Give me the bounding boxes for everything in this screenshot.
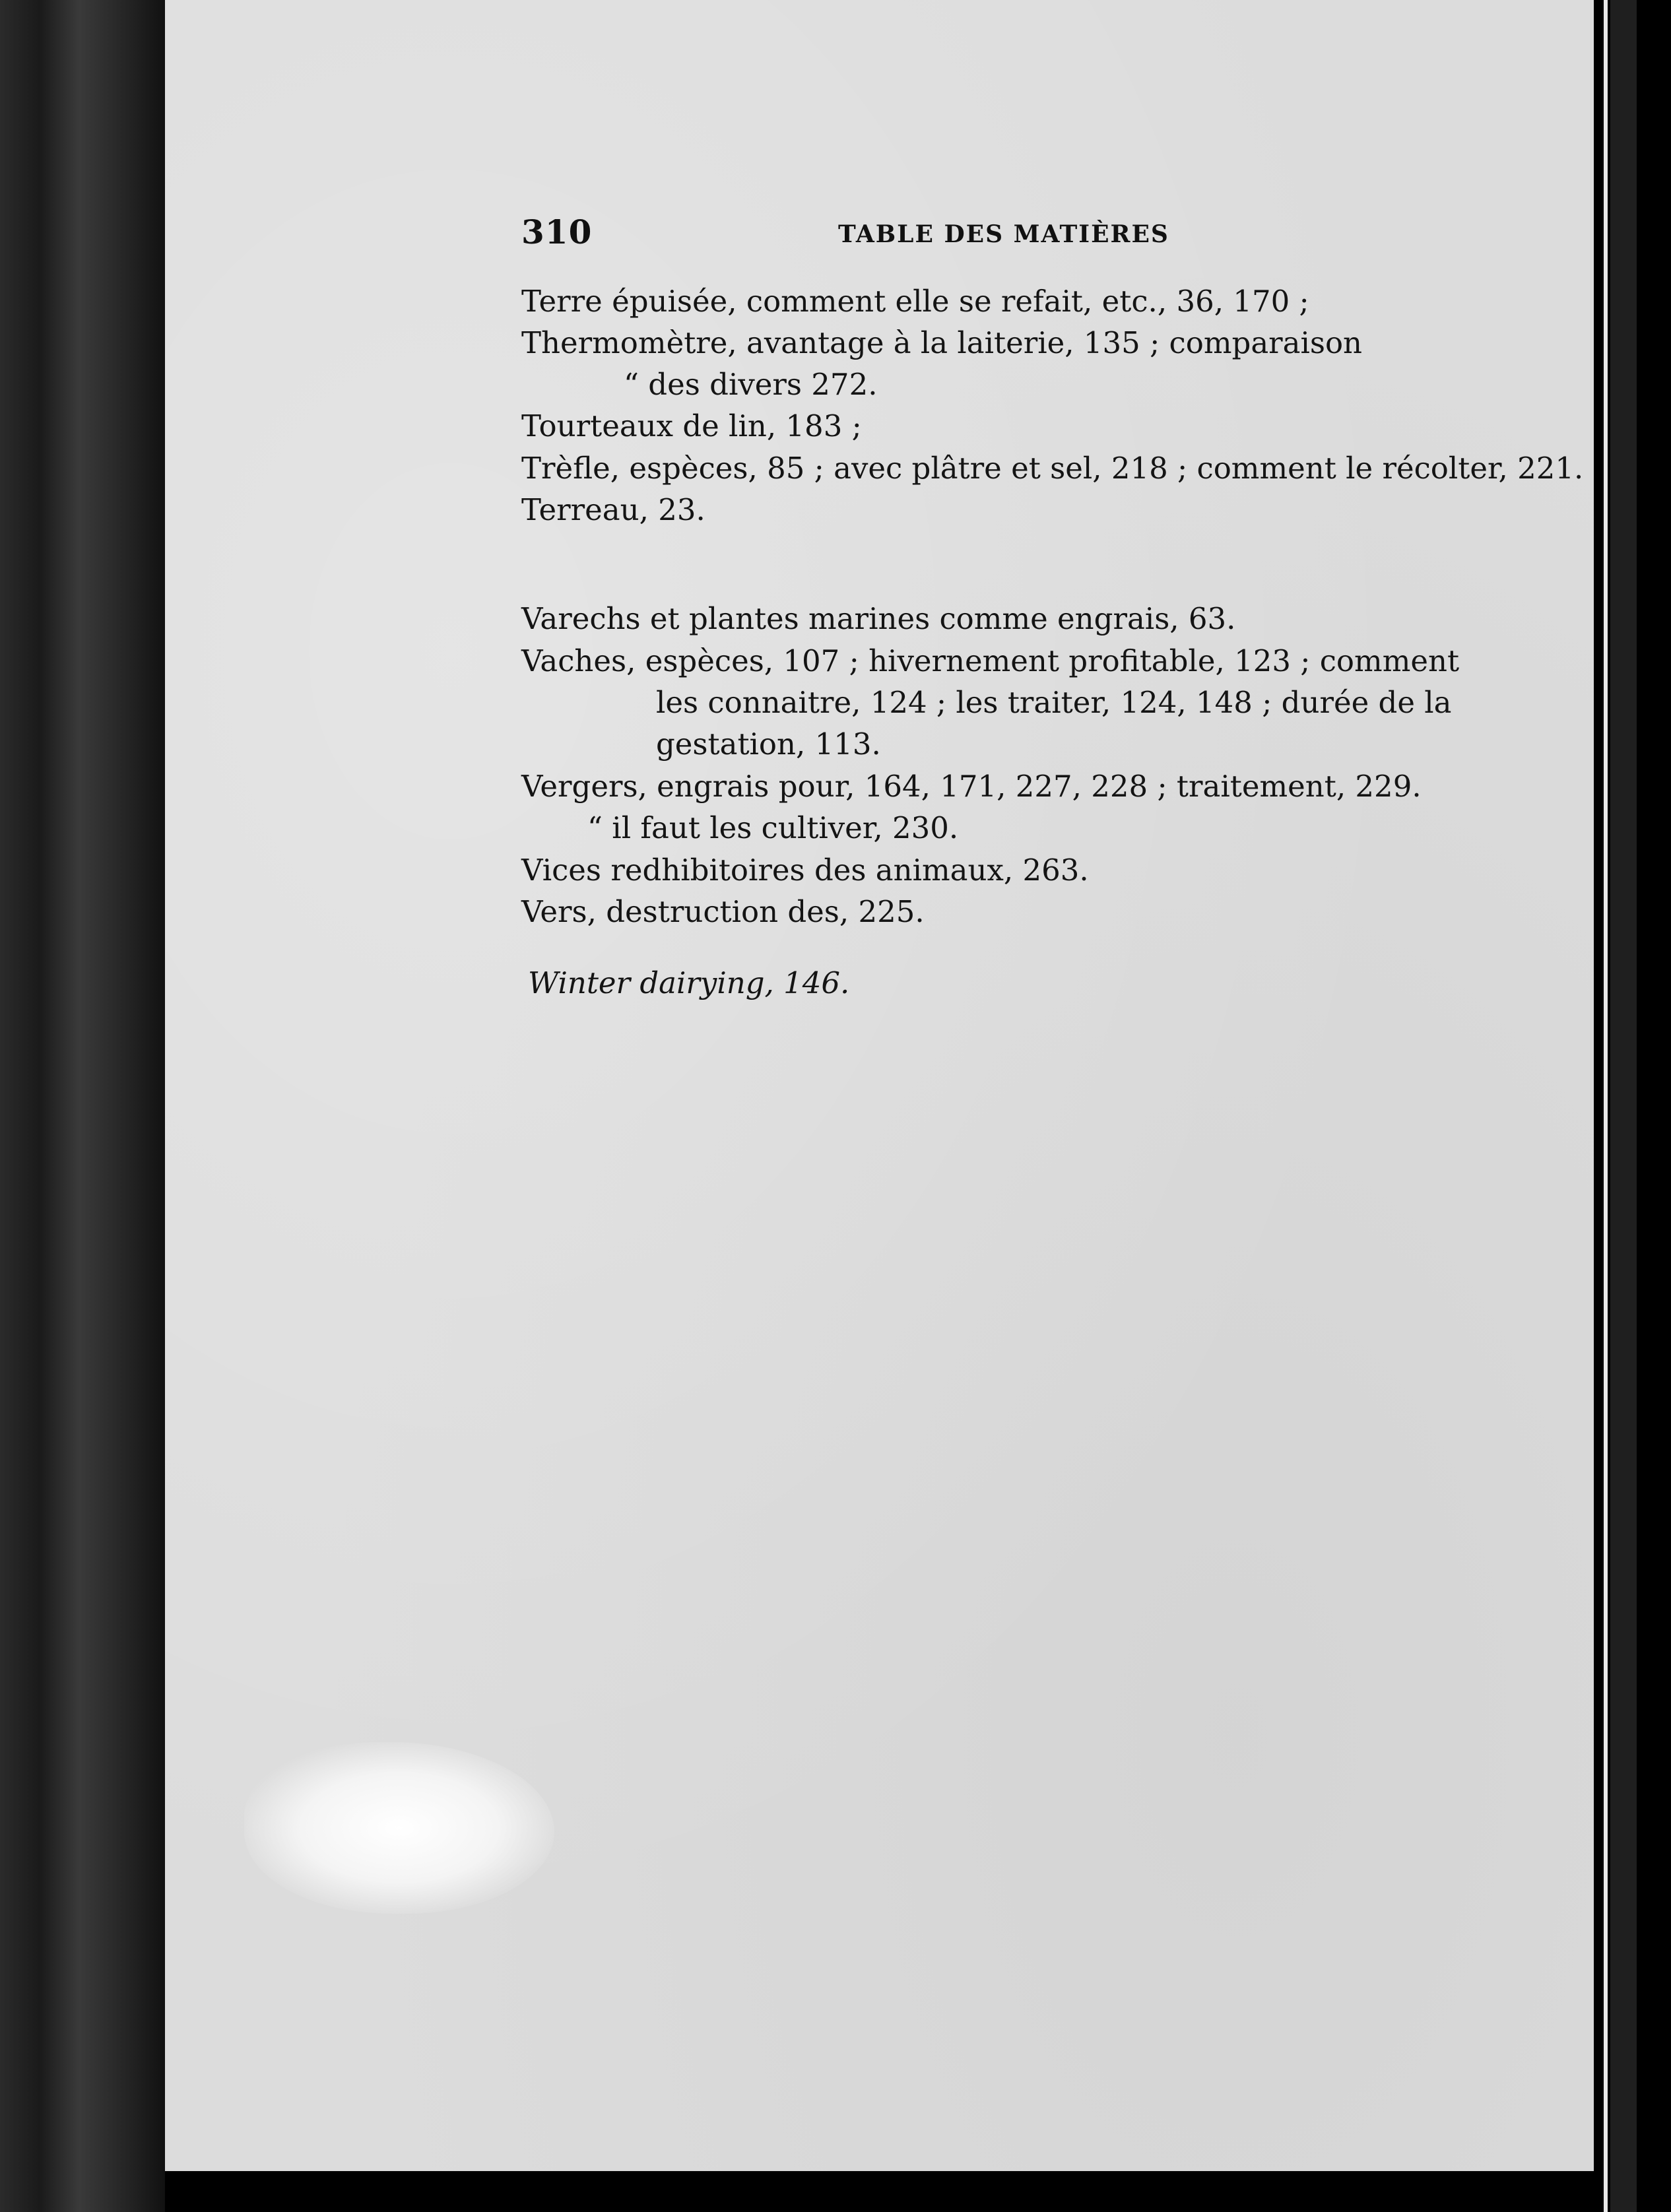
index-entry: Terre épuisée, comment elle se refait, etc., 36, 170 ; [521, 284, 1309, 319]
adjacent-page-edge [1604, 0, 1608, 2212]
page-number: 310 [521, 212, 593, 251]
index-entry: Winter dairying, 146. [528, 965, 850, 1000]
index-entry-continuation: les connaitre, 124 ; les traiter, 124, 148 ; durée de la [656, 685, 1452, 720]
index-entry: Vers, destruction des, 225. [521, 894, 925, 929]
bottom-border [165, 2171, 1594, 2212]
adjacent-page-shadow [1610, 0, 1637, 2212]
index-entry-continuation: gestation, 113. [656, 727, 881, 762]
index-entry-continuation: “ des divers 272. [624, 367, 878, 402]
index-entry: Vergers, engrais pour, 164, 171, 227, 228 ; traitement, 229. [521, 769, 1422, 804]
index-entry: Varechs et plantes marines comme engrais, 63. [521, 601, 1236, 636]
index-entry-continuation: “ il faut les cultiver, 230. [587, 810, 959, 845]
index-entry: Terreau, 23. [521, 492, 705, 527]
index-entry: Tourteaux de lin, 183 ; [521, 408, 862, 443]
index-entry: Vices redhibitoires des animaux, 263. [521, 853, 1089, 888]
running-title: TABLE DES MATIÈRES [838, 220, 1169, 248]
index-entry: Vaches, espèces, 107 ; hivernement profitable, 123 ; comment [521, 643, 1460, 678]
book-spine-margin [0, 0, 165, 2212]
index-entry: Thermomètre, avantage à la laiterie, 135 ; comparaison [521, 325, 1363, 360]
index-entry: Trèfle, espèces, 85 ; avec plâtre et sel, 218 ; comment le récolter, 221. [521, 451, 1584, 486]
